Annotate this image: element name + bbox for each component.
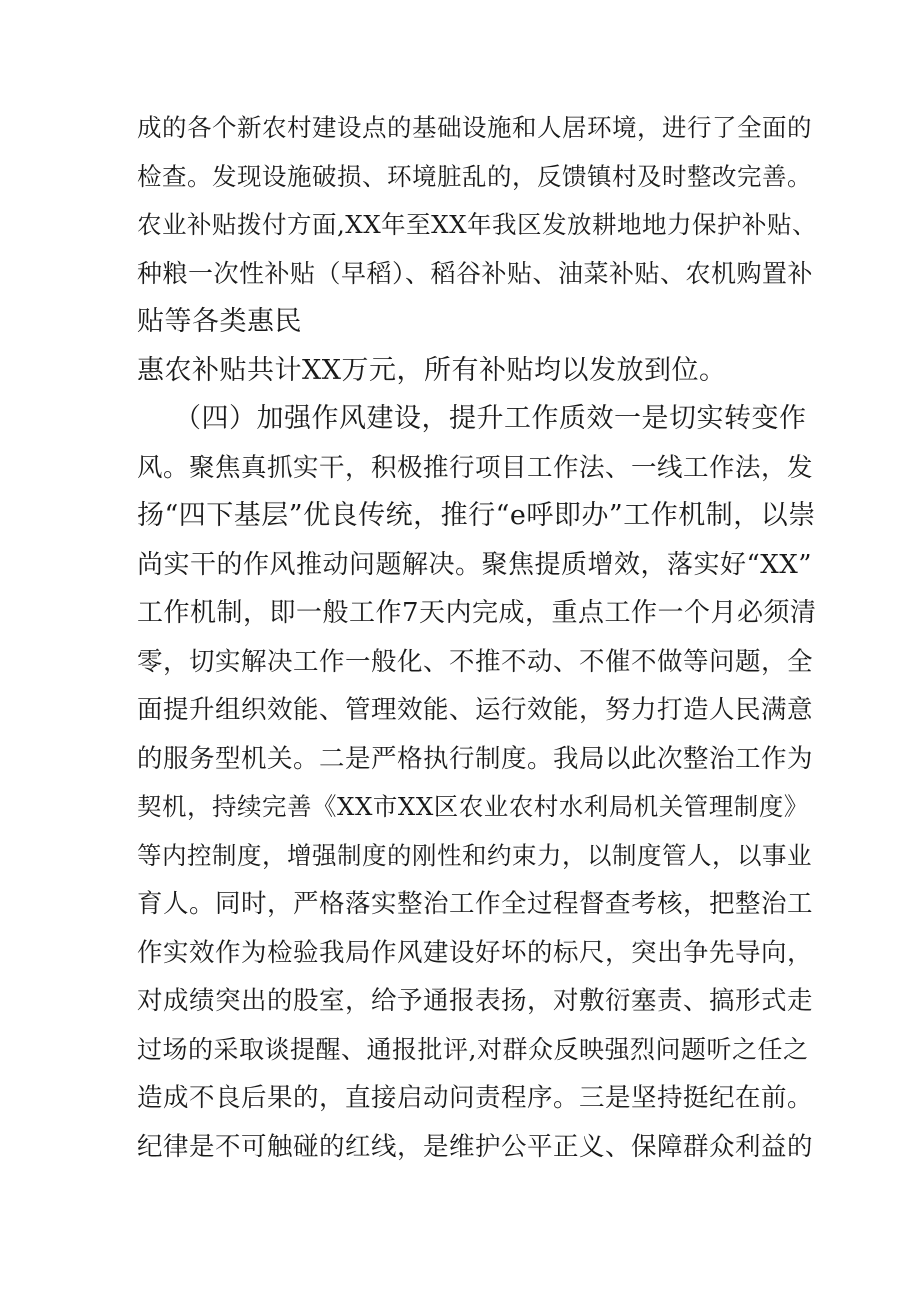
text-line: 农业补贴拨付方面,XX年至XX年我区发放耕地地力保护补贴、	[137, 210, 818, 239]
text-line: 的服务型机关。二是严格执行制度。我局以此次整治工作为	[137, 743, 814, 774]
document-body	[137, 104, 817, 1171]
text-line: 工作机制，即一般工作7天内完成，重点工作一个月必须清	[137, 598, 817, 628]
text-line: 成的各个新农村建设点的基础设施和人居环境，进行了全面的	[137, 113, 812, 142]
text-line: 种粮一次性补贴（早稻）、稻谷补贴、油菜补贴、农机购置补	[137, 258, 814, 288]
text-line: 作实效作为检验我局作风建设好坏的标尺，突出争先导向，	[137, 937, 814, 968]
text-line: 面提升组织效能、管理效能、运行效能，努力打造人民满意	[137, 695, 814, 725]
text-line: 造成不良后果的，直接启动问责程序。三是坚持挺纪在前。	[137, 1083, 814, 1113]
text-line: 纪律是不可触碰的红线，是维护公平正义、保障群众利益的	[137, 1131, 814, 1162]
text-line: 过场的采取谈提醒、通报批评,对群众反映强烈问题听之任之	[137, 1034, 809, 1064]
text-line: 惠农补贴共计XX万元，所有补贴均以发放到位。	[137, 354, 727, 386]
text-line: 契机，持续完善《XX市XX区农业农村水利局机关管理制度》	[137, 792, 809, 821]
text-line: 检查。发现设施破损、环境脏乱的，反馈镇村及时整改完善。	[137, 161, 812, 191]
text-line: 贴等各类惠民	[137, 306, 302, 337]
text-line: 风。聚焦真抓实干，积极推行项目工作法、一线工作法，发	[137, 452, 814, 483]
text-line: 等内控制度，增强制度的刚性和约束力，以制度管人，以事业	[137, 840, 812, 870]
text-line: 育人。同时，严格落实整治工作全过程督查考核，把整治工	[137, 889, 814, 919]
section-heading-line: （四）加强作风建设，提升工作质效一是切实转变作	[174, 403, 807, 434]
text-line: 零，切实解决工作一般化、不推不动、不催不做等问题，全	[137, 646, 814, 677]
text-line: 尚实干的作风推动问题解决。聚焦提质增效，落实好“XX”	[137, 549, 813, 580]
text-line: 对成绩突出的股室，给予通报表扬，对敷衍塞责、搞形式走	[137, 986, 814, 1016]
text-line: 扬“四下基层”优良传统，推行“e呼即办”工作机制，以崇	[137, 500, 816, 531]
